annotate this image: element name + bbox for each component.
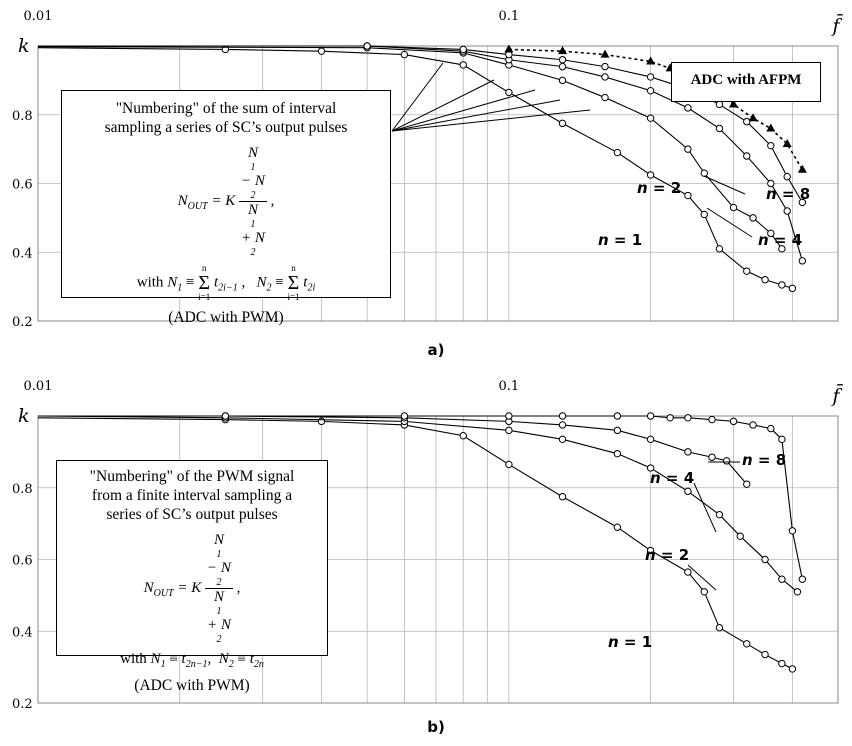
circle-marker	[559, 63, 565, 69]
circle-marker	[460, 46, 466, 52]
circle-marker	[559, 77, 565, 83]
circle-marker	[768, 425, 774, 431]
circle-marker	[647, 436, 653, 442]
x-tick-label: 0.01	[23, 9, 53, 24]
y-tick-label: 0.8	[12, 108, 33, 124]
circle-marker	[709, 416, 715, 422]
circle-marker	[744, 481, 750, 487]
circle-marker	[744, 153, 750, 159]
x-axis-label: f̄	[832, 15, 840, 37]
circle-marker	[779, 436, 785, 442]
note-a-line1: "Numbering" of the sum of interval	[115, 100, 337, 117]
triangle-marker	[798, 165, 807, 173]
circle-marker	[614, 450, 620, 456]
circle-marker	[614, 413, 620, 419]
circle-marker	[685, 488, 691, 494]
circle-marker	[750, 215, 756, 221]
circle-marker	[506, 461, 512, 467]
circle-marker	[789, 666, 795, 672]
circle-marker	[716, 125, 722, 131]
circle-marker	[794, 589, 800, 595]
circle-marker	[799, 576, 805, 582]
circle-marker	[685, 569, 691, 575]
circle-marker	[762, 556, 768, 562]
curve-label-leader	[704, 176, 745, 194]
note-b-last: (ADC with PWM)	[134, 677, 250, 694]
circle-marker	[559, 413, 565, 419]
circle-marker	[602, 74, 608, 80]
circle-marker	[318, 48, 324, 54]
y-tick-label: 0.2	[12, 697, 33, 712]
circle-marker	[364, 43, 370, 49]
circle-marker	[667, 415, 673, 421]
circle-marker	[685, 146, 691, 152]
note-a-last: (ADC with PWM)	[168, 309, 284, 326]
circle-marker	[559, 436, 565, 442]
circle-marker	[709, 454, 715, 460]
circle-marker	[559, 57, 565, 63]
circle-marker	[506, 413, 512, 419]
y-tick-label: 0.6	[12, 553, 33, 569]
curve-label: n = 4	[758, 231, 803, 249]
circle-marker	[744, 641, 750, 647]
circle-marker	[737, 533, 743, 539]
circle-marker	[647, 74, 653, 80]
circle-marker	[559, 422, 565, 428]
y-tick-label: 0.4	[12, 246, 33, 262]
circle-marker	[716, 246, 722, 252]
x-tick-label: 0.1	[498, 9, 520, 24]
circle-marker	[779, 660, 785, 666]
circle-marker	[506, 89, 512, 95]
y-tick-label: 0.2	[12, 315, 33, 330]
curve-label: n = 8	[742, 451, 787, 469]
x-tick-label: 0.1	[498, 379, 520, 394]
curve-label: n = 2	[637, 179, 682, 197]
circle-marker	[779, 576, 785, 582]
circle-marker	[768, 142, 774, 148]
circle-marker	[789, 285, 795, 291]
circle-marker	[602, 94, 608, 100]
note-a-line2: sampling a series of SC’s output pulses	[104, 119, 348, 136]
afpm-badge: ADC with AFPM	[671, 62, 821, 102]
y-axis-label: k	[18, 35, 30, 57]
circle-marker	[716, 624, 722, 630]
circle-marker	[685, 415, 691, 421]
circle-marker	[744, 268, 750, 274]
circle-marker	[647, 172, 653, 178]
curve-label: n = 2	[645, 546, 690, 564]
circle-marker	[701, 211, 707, 217]
circle-marker	[701, 589, 707, 595]
circle-marker	[779, 282, 785, 288]
circle-marker	[685, 105, 691, 111]
circle-marker	[716, 101, 722, 107]
circle-marker	[730, 204, 736, 210]
circle-marker	[762, 277, 768, 283]
curve-label: n = 1	[598, 231, 643, 249]
circle-marker	[716, 511, 722, 517]
x-tick-label: 0.01	[23, 379, 53, 394]
circle-marker	[784, 208, 790, 214]
y-tick-label: 0.6	[12, 177, 33, 193]
curve-label: n = 8	[766, 185, 811, 203]
formula-nout-b: $N_{OUT} = K$ N 1 − N 2 N 1 + N 2 ,	[143, 532, 241, 645]
note-b-with: with	[120, 651, 147, 667]
circle-marker	[730, 418, 736, 424]
circle-marker	[602, 63, 608, 69]
panel-label: a)	[427, 341, 445, 359]
circle-marker	[647, 87, 653, 93]
circle-marker	[460, 62, 466, 68]
curve-label: n = 4	[650, 469, 695, 487]
circle-marker	[401, 413, 407, 419]
circle-marker	[789, 528, 795, 534]
note-b-line2: from a finite interval sampling a	[91, 487, 293, 504]
circle-marker	[799, 258, 805, 264]
circle-marker	[784, 173, 790, 179]
curve-label-leader	[694, 483, 716, 532]
leader-line	[392, 63, 443, 131]
circle-marker	[401, 51, 407, 57]
panel-label: b)	[427, 718, 445, 736]
triangle-marker	[558, 46, 567, 54]
formula-n1-n2-b: with $N_1 \equiv t_{2n-1}$, $N_2 \equiv t_{2n}$	[120, 651, 264, 670]
annotation-box-a	[61, 90, 391, 326]
note-a-with: with	[136, 274, 164, 291]
circle-marker	[750, 422, 756, 428]
circle-marker	[614, 149, 620, 155]
circle-marker	[559, 494, 565, 500]
circle-marker	[685, 192, 691, 198]
circle-marker	[614, 427, 620, 433]
y-tick-label: 0.8	[12, 481, 33, 497]
y-tick-label: 0.4	[12, 625, 33, 641]
circle-marker	[762, 651, 768, 657]
triangle-marker	[600, 50, 609, 58]
formula-nout-a: $N_{OUT} = K$ N 1 − N 2 N 1 + N 2 ,	[177, 145, 275, 258]
formula-n1-n2-a: with $N_1 \equiv n$ Σ i=1 $t_{2i-1}$ , $N_2 \equiv n$ Σ i=1 $t_{2i}$	[136, 263, 316, 302]
circle-marker	[222, 413, 228, 419]
circle-marker	[647, 115, 653, 121]
x-axis-label: f̄	[832, 385, 840, 407]
note-b-line3: series of SC’s output pulses	[106, 506, 278, 523]
annotation-box-b	[56, 460, 328, 694]
triangle-marker	[783, 139, 792, 147]
circle-marker	[614, 524, 620, 530]
circle-marker	[685, 449, 691, 455]
curve-label-leader	[707, 208, 752, 237]
y-axis-label: k	[18, 405, 30, 427]
curve-label: n = 1	[608, 633, 653, 651]
circle-marker	[744, 118, 750, 124]
circle-marker	[647, 413, 653, 419]
note-b-line1: "Numbering" of the PWM signal	[89, 468, 295, 485]
circle-marker	[701, 170, 707, 176]
leader-line	[392, 80, 494, 131]
circle-marker	[559, 120, 565, 126]
circle-marker	[460, 433, 466, 439]
circle-marker	[723, 458, 729, 464]
circle-marker	[506, 427, 512, 433]
